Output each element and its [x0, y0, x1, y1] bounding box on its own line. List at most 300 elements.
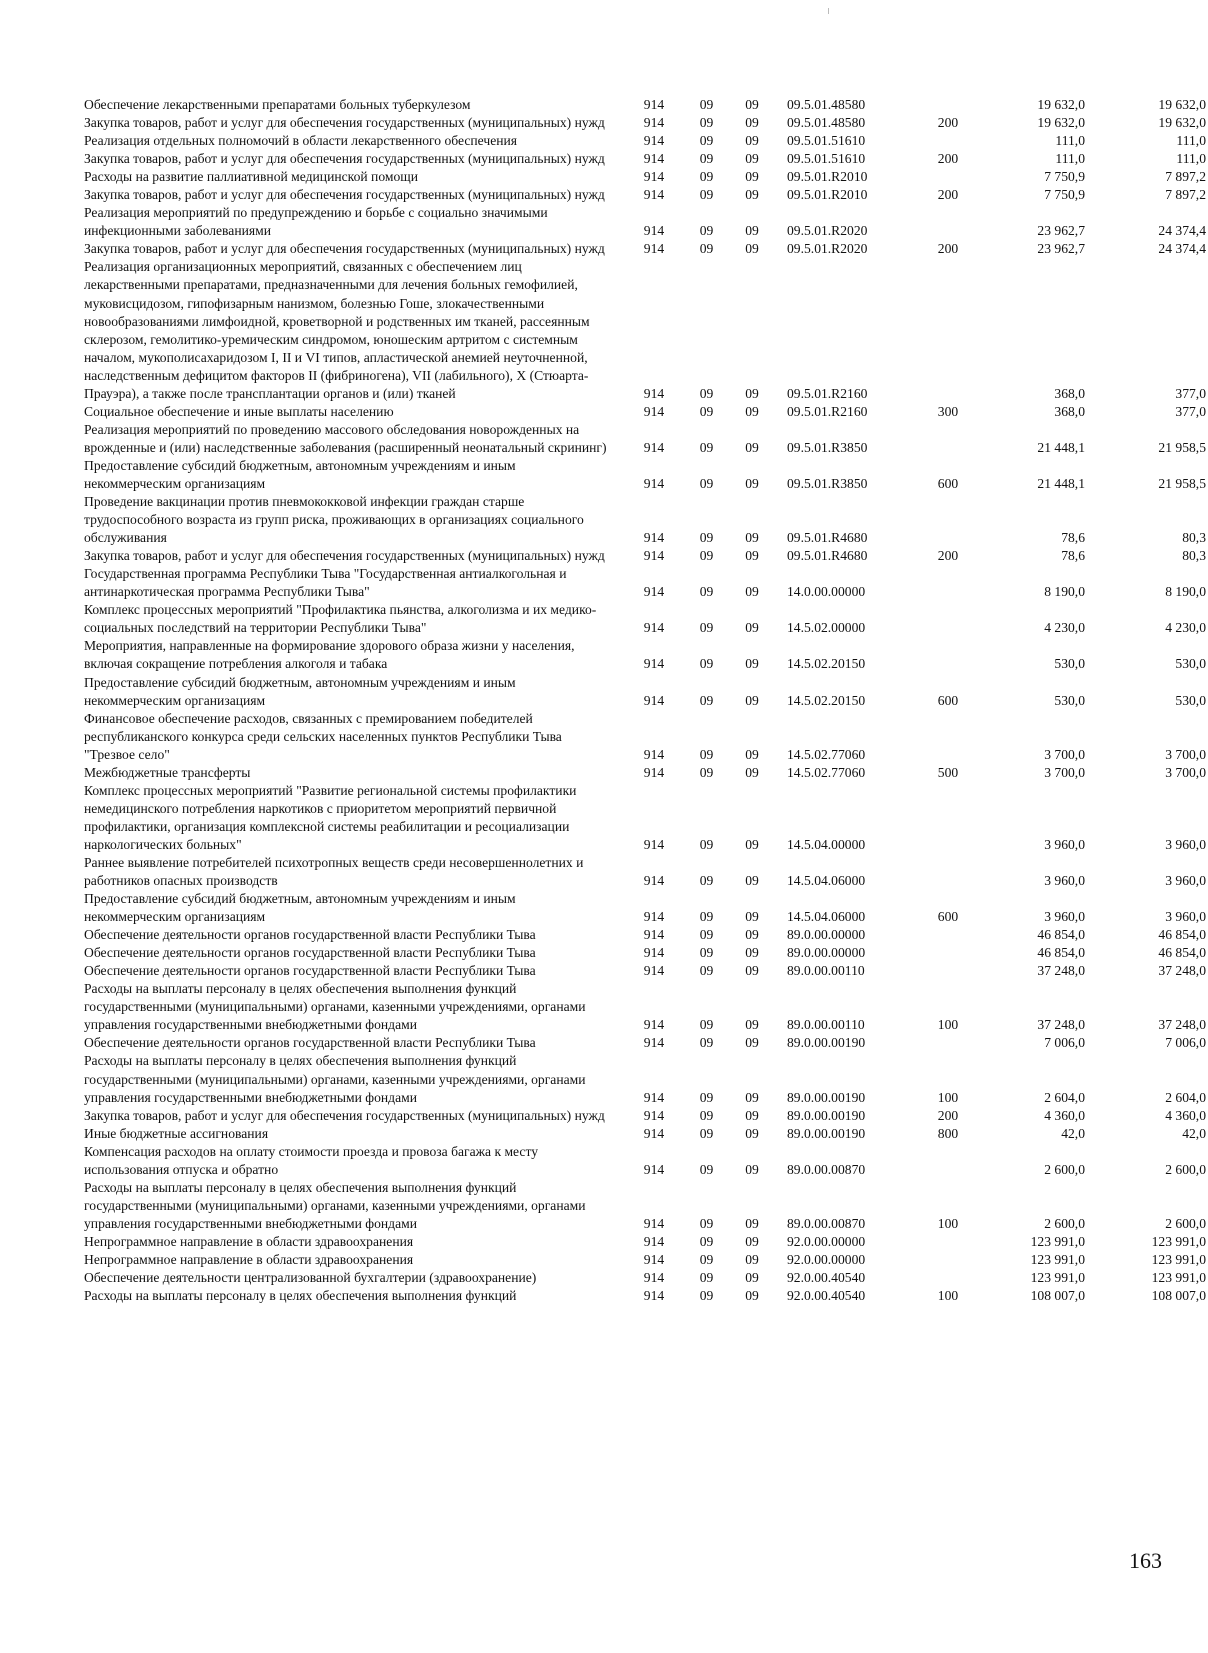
row-amount-year-2: 3 960,0	[1165, 909, 1206, 925]
row-expense-type	[923, 1034, 973, 1052]
row-ministry-code: 914	[643, 97, 665, 112]
row-subsection-code: 09	[745, 241, 759, 257]
table-row	[84, 1233, 1208, 1251]
row-expense-type	[923, 493, 973, 547]
row-expense-type: 100	[937, 1089, 959, 1105]
row-amount-year-1: 3 960,0	[1044, 873, 1085, 889]
row-subsection-code: 09	[745, 548, 759, 564]
row-amount-year-2: 7 897,2	[1165, 169, 1206, 185]
table-row	[84, 186, 1208, 204]
row-amount-year-1: 368,0	[1054, 403, 1085, 419]
table-row	[84, 96, 1208, 114]
row-expense-type: 200	[937, 115, 959, 131]
row-ministry-code: 914	[643, 475, 665, 491]
row-name: Непрограммное направление в области здравоохранения	[84, 1252, 414, 1267]
row-ministry-code: 914	[643, 909, 665, 925]
row-ministry-code: 914	[643, 1107, 665, 1123]
row-ministry-code: 914	[643, 746, 665, 762]
table-row	[84, 1143, 1208, 1179]
row-ministry-code: 914	[643, 1125, 665, 1141]
row-section-code: 09	[699, 97, 714, 112]
row-target-article: 89.0.00.00000	[787, 927, 866, 943]
row-amount-year-2: 111,0	[1176, 151, 1206, 167]
table-row	[84, 403, 1208, 421]
row-name: Непрограммное направление в области здравоохранения	[84, 1233, 414, 1249]
row-expense-type: 200	[937, 1107, 959, 1123]
row-expense-type	[923, 132, 973, 150]
row-amount-year-2: 37 248,0	[1158, 1017, 1206, 1033]
row-target-article: 14.5.02.20150	[787, 656, 866, 672]
row-ministry-code: 914	[643, 927, 665, 943]
row-amount-year-2: 3 700,0	[1165, 764, 1206, 780]
row-target-article: 14.5.02.00000	[787, 620, 866, 636]
row-amount-year-1: 3 960,0	[1044, 836, 1085, 852]
row-amount-year-1: 123 991,0	[1030, 1233, 1085, 1249]
row-subsection-code: 09	[745, 1035, 759, 1051]
row-amount-year-2: 46 854,0	[1158, 945, 1206, 961]
row-name: Государственная программа Республики Тыва "Государственная антиалкогольная и антинаркотическая программа Республики Тыва"	[84, 566, 567, 600]
row-expense-type	[923, 258, 973, 402]
row-ministry-code: 914	[643, 548, 665, 564]
row-expense-type: 500	[937, 764, 959, 780]
row-amount-year-2: 123 991,0	[1151, 1252, 1206, 1267]
row-amount-year-2: 4 230,0	[1165, 620, 1206, 636]
row-ministry-code: 914	[643, 836, 665, 852]
row-amount-year-2: 7 897,2	[1165, 187, 1206, 203]
row-subsection-code: 09	[745, 1125, 759, 1141]
row-amount-year-2: 111,0	[1176, 133, 1206, 149]
row-target-article: 09.5.01.51610	[787, 151, 866, 167]
row-amount-year-1: 37 248,0	[1037, 963, 1085, 979]
row-subsection-code: 09	[745, 746, 759, 762]
row-subsection-code: 09	[745, 927, 759, 943]
row-section-code: 09	[699, 620, 714, 636]
row-subsection-code: 09	[745, 223, 759, 239]
scan-artifact	[828, 8, 829, 14]
table-row	[84, 962, 1208, 980]
row-section-code: 09	[699, 530, 714, 546]
row-amount-year-2: 80,3	[1182, 530, 1206, 546]
row-amount-year-1: 23 962,7	[1037, 241, 1085, 257]
row-name: Обеспечение деятельности органов государственной власти Республики Тыва	[84, 963, 536, 979]
row-amount-year-1: 8 190,0	[1044, 584, 1085, 600]
row-amount-year-1: 7 006,0	[1044, 1035, 1085, 1051]
row-expense-type: 600	[937, 692, 959, 708]
row-amount-year-2: 108 007,0	[1151, 1288, 1206, 1304]
row-ministry-code: 914	[643, 1161, 665, 1177]
row-section-code: 09	[699, 1017, 714, 1033]
table-row	[84, 782, 1208, 854]
row-amount-year-2: 2 604,0	[1165, 1089, 1206, 1105]
row-amount-year-1: 46 854,0	[1037, 945, 1085, 961]
row-expense-type	[923, 601, 973, 637]
row-expense-type: 100	[937, 1288, 959, 1304]
row-target-article: 09.5.01.R2020	[787, 223, 868, 239]
row-subsection-code: 09	[745, 909, 759, 925]
row-subsection-code: 09	[745, 620, 759, 636]
row-target-article: 14.5.04.06000	[787, 909, 866, 925]
row-name: Закупка товаров, работ и услуг для обеспечения государственных (муниципальных) нужд	[84, 241, 605, 257]
row-subsection-code: 09	[745, 385, 759, 401]
row-expense-type: 100	[937, 1017, 959, 1033]
row-expense-type	[923, 168, 973, 186]
row-amount-year-1: 23 962,7	[1037, 223, 1085, 239]
row-target-article: 14.5.02.20150	[787, 692, 866, 708]
row-amount-year-1: 111,0	[1055, 151, 1085, 167]
row-amount-year-2: 3 700,0	[1165, 746, 1206, 762]
row-amount-year-1: 3 960,0	[1044, 909, 1085, 925]
row-target-article: 92.0.00.40540	[787, 1270, 866, 1286]
row-ministry-code: 914	[643, 1089, 665, 1105]
row-subsection-code: 09	[745, 1233, 759, 1249]
row-amount-year-2: 2 600,0	[1165, 1215, 1206, 1231]
row-subsection-code: 09	[745, 115, 759, 131]
row-name: Обеспечение деятельности органов государственной власти Республики Тыва	[84, 945, 536, 961]
row-ministry-code: 914	[643, 873, 665, 889]
row-name: Расходы на развитие паллиативной медицинской помощи	[84, 169, 419, 185]
row-amount-year-2: 530,0	[1175, 656, 1206, 672]
row-name: Закупка товаров, работ и услуг для обеспечения государственных (муниципальных) нужд	[84, 151, 605, 167]
row-name: Закупка товаров, работ и услуг для обеспечения государственных (муниципальных) нужд	[84, 548, 605, 564]
row-section-code: 09	[699, 1089, 714, 1105]
row-subsection-code: 09	[745, 151, 759, 167]
row-ministry-code: 914	[643, 169, 665, 185]
row-expense-type	[923, 1143, 973, 1179]
row-section-code: 09	[699, 764, 714, 780]
row-amount-year-2: 19 632,0	[1158, 115, 1206, 131]
row-target-article: 89.0.00.00870	[787, 1215, 866, 1231]
row-ministry-code: 914	[643, 1288, 665, 1304]
row-subsection-code: 09	[745, 169, 759, 185]
row-name: Иные бюджетные ассигнования	[84, 1125, 269, 1141]
row-subsection-code: 09	[745, 692, 759, 708]
table-row	[84, 1179, 1208, 1233]
table-row	[84, 1125, 1208, 1143]
row-expense-type: 200	[937, 241, 959, 257]
row-target-article: 09.5.01.51610	[787, 133, 866, 149]
row-target-article: 89.0.00.00190	[787, 1107, 866, 1123]
row-expense-type: 200	[937, 548, 959, 564]
row-section-code: 09	[699, 385, 714, 401]
row-target-article: 89.0.00.00190	[787, 1089, 866, 1105]
row-target-article: 89.0.00.00190	[787, 1125, 866, 1141]
row-expense-type	[923, 1251, 973, 1269]
row-section-code: 09	[699, 746, 714, 762]
row-amount-year-2: 3 960,0	[1165, 836, 1206, 852]
page-number: 163	[1129, 1548, 1162, 1573]
table-row	[84, 1251, 1208, 1269]
row-target-article: 14.5.04.00000	[787, 836, 866, 852]
row-name: Реализация мероприятий по предупреждению и борьбе с социально значимыми инфекционными заболеваниями	[84, 205, 548, 239]
row-subsection-code: 09	[745, 764, 759, 780]
row-section-code: 09	[699, 692, 714, 708]
row-amount-year-1: 7 750,9	[1044, 169, 1085, 185]
row-name: Межбюджетные трансферты	[84, 764, 251, 780]
row-name: Компенсация расходов на оплату стоимости проезда и провоза багажа к месту использования отпуска и обратно	[84, 1143, 539, 1177]
row-amount-year-2: 4 360,0	[1165, 1107, 1206, 1123]
row-target-article: 14.5.02.77060	[787, 746, 866, 762]
row-ministry-code: 914	[643, 241, 665, 257]
row-ministry-code: 914	[643, 439, 665, 455]
row-target-article: 92.0.00.00000	[787, 1252, 866, 1267]
row-expense-type	[923, 944, 973, 962]
row-ministry-code: 914	[643, 1270, 665, 1286]
budget-table	[84, 96, 1208, 1305]
table-row	[84, 1269, 1208, 1287]
row-amount-year-2: 377,0	[1175, 403, 1206, 419]
row-name: Комплекс процессных мероприятий "Развитие региональной системы профилактики немедицинского потребления наркотиков с приоритетом мероприятий первичной профилактики, организация комплексной системы реабилитации и ресоциализации наркологических больных"	[84, 782, 577, 852]
row-name: Закупка товаров, работ и услуг для обеспечения государственных (муниципальных) нужд	[84, 1107, 605, 1123]
row-section-code: 09	[699, 1288, 714, 1304]
row-target-article: 09.5.01.48580	[787, 115, 866, 131]
row-ministry-code: 914	[643, 187, 665, 203]
row-name: Реализация отдельных полномочий в области лекарственного обеспечения	[84, 133, 518, 149]
row-subsection-code: 09	[745, 97, 759, 112]
table-row	[84, 421, 1208, 457]
row-name: Обеспечение деятельности органов государственной власти Республики Тыва	[84, 927, 536, 943]
row-target-article: 09.5.01.R2160	[787, 385, 868, 401]
table-row	[84, 1034, 1208, 1052]
row-ministry-code: 914	[643, 764, 665, 780]
table-row	[84, 132, 1208, 150]
row-ministry-code: 914	[643, 115, 665, 131]
row-expense-type: 300	[937, 403, 959, 419]
row-expense-type	[923, 926, 973, 944]
table-row	[84, 547, 1208, 565]
row-amount-year-1: 46 854,0	[1037, 927, 1085, 943]
row-amount-year-2: 123 991,0	[1151, 1233, 1206, 1249]
row-amount-year-2: 46 854,0	[1158, 927, 1206, 943]
row-subsection-code: 09	[745, 1252, 759, 1267]
row-name: Предоставление субсидий бюджетным, автономным учреждениям и иным некоммерческим организациям	[84, 891, 516, 925]
row-subsection-code: 09	[745, 530, 759, 546]
row-name: Реализация мероприятий по проведению массового обследования новорожденных на врожденные и (или) наследственные заболевания (расширенный неонатальный скрининг)	[84, 421, 607, 455]
row-amount-year-1: 78,6	[1061, 548, 1085, 564]
row-amount-year-1: 7 750,9	[1044, 187, 1085, 203]
row-subsection-code: 09	[745, 133, 759, 149]
row-section-code: 09	[699, 836, 714, 852]
row-section-code: 09	[699, 403, 714, 419]
row-amount-year-1: 530,0	[1054, 656, 1085, 672]
table-row	[84, 944, 1208, 962]
row-subsection-code: 09	[745, 403, 759, 419]
row-name: Раннее выявление потребителей психотропных веществ среди несовершеннолетних и работников опасных производств	[84, 854, 584, 889]
row-target-article: 14.0.00.00000	[787, 584, 866, 600]
table-row	[84, 674, 1208, 710]
row-name: Финансовое обеспечение расходов, связанных с премированием победителей республиканского конкурса среди сельских населенных пунктов Республики Тыва "Трезвое село"	[84, 710, 562, 762]
row-expense-type	[923, 962, 973, 980]
row-amount-year-1: 2 600,0	[1044, 1215, 1085, 1231]
row-ministry-code: 914	[643, 223, 665, 239]
row-name: Мероприятия, направленные на формирование здорового образа жизни у населения, включая сокращение потребления алкоголя и табака	[84, 638, 575, 672]
row-amount-year-1: 78,6	[1061, 530, 1085, 546]
row-amount-year-2: 8 190,0	[1165, 584, 1206, 600]
row-amount-year-2: 2 600,0	[1165, 1161, 1206, 1177]
row-ministry-code: 914	[643, 151, 665, 167]
row-section-code: 09	[699, 223, 714, 239]
row-section-code: 09	[699, 548, 714, 564]
row-section-code: 09	[699, 169, 714, 185]
row-name: Обеспечение деятельности органов государственной власти Республики Тыва	[84, 1035, 536, 1051]
row-expense-type	[923, 1233, 973, 1251]
row-name: Реализация организационных мероприятий, связанных с обеспечением лиц лекарственными препаратами, предназначенными для лечения больных гемофилией, муковисцидозом, гипофизарным нанизмом, болезнью Гоше, злокачественными новообразованиями лимфоидной, кроветворной и родственных им тканей, рассеянным склерозом, гемолитико-уремическим синдромом, юношеским артритом с системным началом, мукополисахаридозом I, II и VI типов, апластической анемией неуточненной, наследственным дефицитом факторов II (фибриногена), VII (лабильного), X (Стюарта-Прауэра), а также после трансплантации органов и (или) тканей	[84, 259, 590, 401]
row-name: Расходы на выплаты персоналу в целях обеспечения выполнения функций государственными (муниципальными) органами, казенными учреждениями, органами управления государственными внебюджетными фондами	[84, 981, 586, 1033]
row-ministry-code: 914	[643, 133, 665, 149]
table-row	[84, 204, 1208, 240]
row-expense-type: 600	[937, 475, 959, 491]
row-amount-year-1: 37 248,0	[1037, 1017, 1085, 1033]
row-ministry-code: 914	[643, 1233, 665, 1249]
row-section-code: 09	[699, 1107, 714, 1123]
row-ministry-code: 914	[643, 1252, 665, 1267]
row-section-code: 09	[699, 151, 714, 167]
row-ministry-code: 914	[643, 692, 665, 708]
row-subsection-code: 09	[745, 1270, 759, 1286]
row-subsection-code: 09	[745, 1288, 759, 1304]
row-section-code: 09	[699, 115, 714, 131]
table-row	[84, 114, 1208, 132]
row-subsection-code: 09	[745, 836, 759, 852]
row-name: Комплекс процессных мероприятий "Профилактика пьянства, алкоголизма и их медико-социальных последствий на территории Республики Тыва"	[84, 602, 597, 636]
row-ministry-code: 914	[643, 530, 665, 546]
row-target-article: 89.0.00.00110	[787, 963, 865, 979]
row-subsection-code: 09	[745, 1089, 759, 1105]
row-target-article: 09.5.01.R3850	[787, 439, 868, 455]
row-amount-year-2: 42,0	[1182, 1125, 1206, 1141]
row-target-article: 09.5.01.R3850	[787, 475, 868, 491]
row-name: Закупка товаров, работ и услуг для обеспечения государственных (муниципальных) нужд	[84, 187, 605, 203]
row-subsection-code: 09	[745, 475, 759, 491]
table-row	[84, 1287, 1208, 1305]
budget-table-body	[84, 96, 1208, 1305]
row-subsection-code: 09	[745, 963, 759, 979]
row-name: Предоставление субсидий бюджетным, автономным учреждениям и иным некоммерческим организациям	[84, 457, 516, 491]
row-subsection-code: 09	[745, 1107, 759, 1123]
table-row	[84, 601, 1208, 637]
table-row	[84, 565, 1208, 601]
row-subsection-code: 09	[745, 584, 759, 600]
row-name: Расходы на выплаты персоналу в целях обеспечения выполнения функций государственными (муниципальными) органами, казенными учреждениями, органами управления государственными внебюджетными фондами	[84, 1179, 586, 1231]
row-target-article: 09.5.01.R2020	[787, 241, 868, 257]
row-target-article: 09.5.01.R4680	[787, 530, 868, 546]
row-amount-year-2: 21 958,5	[1158, 439, 1206, 455]
row-target-article: 89.0.00.00000	[787, 945, 866, 961]
row-subsection-code: 09	[745, 1215, 759, 1231]
row-target-article: 14.5.04.06000	[787, 873, 866, 889]
row-expense-type: 600	[937, 909, 959, 925]
row-subsection-code: 09	[745, 1161, 759, 1177]
row-expense-type: 100	[937, 1215, 959, 1231]
row-section-code: 09	[699, 439, 714, 455]
row-ministry-code: 914	[643, 963, 665, 979]
row-section-code: 09	[699, 945, 714, 961]
row-section-code: 09	[699, 1215, 714, 1231]
row-expense-type	[923, 565, 973, 601]
table-row	[84, 710, 1208, 764]
row-name: Обеспечение лекарственными препаратами больных туберкулезом	[84, 97, 471, 112]
row-amount-year-1: 19 632,0	[1037, 115, 1085, 131]
row-amount-year-1: 4 230,0	[1044, 620, 1085, 636]
row-amount-year-1: 123 991,0	[1030, 1252, 1085, 1267]
row-amount-year-1: 4 360,0	[1044, 1107, 1085, 1123]
row-amount-year-2: 24 374,4	[1158, 223, 1206, 239]
row-target-article: 92.0.00.40540	[787, 1288, 866, 1304]
row-amount-year-2: 7 006,0	[1165, 1035, 1206, 1051]
row-name: Социальное обеспечение и иные выплаты населению	[84, 403, 394, 419]
row-name: Расходы на выплаты персоналу в целях обеспечения выполнения функций	[84, 1288, 517, 1304]
row-expense-type: 200	[937, 151, 959, 167]
table-row	[84, 980, 1208, 1034]
row-amount-year-2: 24 374,4	[1158, 241, 1206, 257]
row-subsection-code: 09	[745, 439, 759, 455]
row-target-article: 09.5.01.R4680	[787, 548, 868, 564]
row-name: Предоставление субсидий бюджетным, автономным учреждениям и иным некоммерческим организациям	[84, 674, 516, 708]
row-subsection-code: 09	[745, 187, 759, 203]
row-section-code: 09	[699, 475, 714, 491]
row-target-article: 89.0.00.00870	[787, 1161, 866, 1177]
row-target-article: 09.5.01.R2010	[787, 187, 868, 203]
row-section-code: 09	[699, 656, 714, 672]
row-subsection-code: 09	[745, 945, 759, 961]
table-row	[84, 493, 1208, 547]
row-subsection-code: 09	[745, 656, 759, 672]
row-expense-type	[923, 421, 973, 457]
row-name: Обеспечение деятельности централизованной бухгалтерии (здравоохранение)	[84, 1270, 537, 1286]
table-row	[84, 890, 1208, 926]
row-section-code: 09	[699, 584, 714, 600]
row-amount-year-2: 377,0	[1175, 385, 1206, 401]
row-name: Расходы на выплаты персоналу в целях обеспечения выполнения функций государственными (муниципальными) органами, казенными учреждениями, органами управления государственными внебюджетными фондами	[84, 1053, 586, 1105]
row-amount-year-1: 2 600,0	[1044, 1161, 1085, 1177]
row-target-article: 89.0.00.00110	[787, 1017, 865, 1033]
row-expense-type	[923, 96, 973, 114]
row-target-article: 09.5.01.48580	[787, 97, 866, 112]
row-ministry-code: 914	[643, 620, 665, 636]
table-row	[84, 1052, 1208, 1106]
row-section-code: 09	[699, 927, 714, 943]
row-section-code: 09	[699, 187, 714, 203]
row-ministry-code: 914	[643, 403, 665, 419]
row-amount-year-1: 42,0	[1061, 1125, 1085, 1141]
row-expense-type	[923, 710, 973, 764]
row-expense-type	[923, 204, 973, 240]
row-amount-year-2: 80,3	[1182, 548, 1206, 564]
row-amount-year-1: 21 448,1	[1037, 475, 1085, 491]
row-target-article: 14.5.02.77060	[787, 764, 866, 780]
row-amount-year-1: 368,0	[1054, 385, 1085, 401]
row-name: Закупка товаров, работ и услуг для обеспечения государственных (муниципальных) нужд	[84, 115, 605, 131]
table-row	[84, 240, 1208, 258]
row-amount-year-2: 530,0	[1175, 692, 1206, 708]
row-section-code: 09	[699, 1270, 714, 1286]
row-section-code: 09	[699, 1233, 714, 1249]
row-ministry-code: 914	[643, 1035, 665, 1051]
row-section-code: 09	[699, 133, 714, 149]
row-ministry-code: 914	[643, 945, 665, 961]
table-row	[84, 258, 1208, 402]
row-amount-year-2: 37 248,0	[1158, 963, 1206, 979]
row-amount-year-2: 123 991,0	[1151, 1270, 1206, 1286]
row-section-code: 09	[699, 1125, 714, 1141]
row-section-code: 09	[699, 241, 714, 257]
row-section-code: 09	[699, 1252, 714, 1267]
row-amount-year-1: 2 604,0	[1044, 1089, 1085, 1105]
row-amount-year-1: 111,0	[1055, 133, 1085, 149]
row-amount-year-1: 21 448,1	[1037, 439, 1085, 455]
row-amount-year-1: 3 700,0	[1044, 746, 1085, 762]
row-target-article: 09.5.01.R2010	[787, 169, 868, 185]
row-ministry-code: 914	[643, 385, 665, 401]
